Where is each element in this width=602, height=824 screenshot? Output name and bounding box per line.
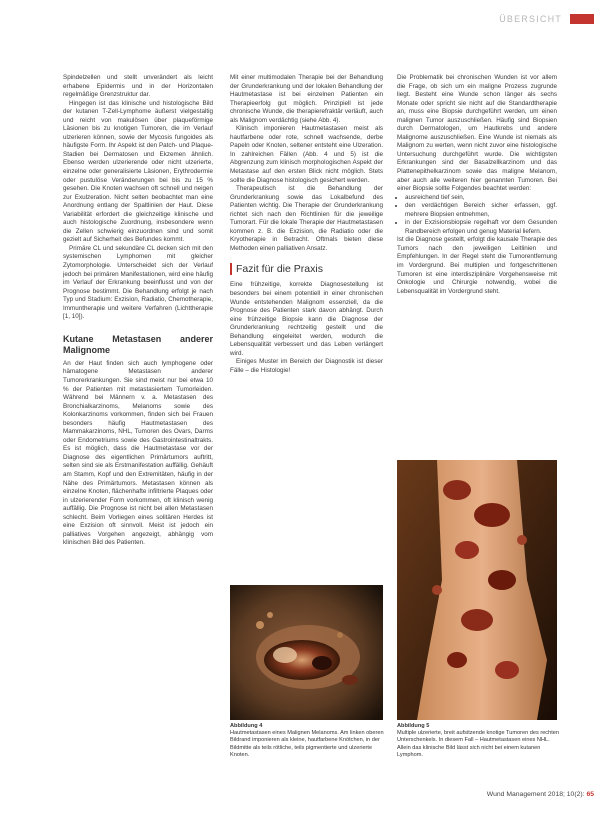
caption-text: Multiple ulzerierte, breit aufsitzende knotige Tumoren des rechten Unterschenkels. In diesem Fall – Hautmetastasen eines NHL. Allein das klinische Bild lässt sich nicht bei einem kutanen Lymphom.	[397, 730, 559, 758]
list-item: • ausreichend tief sein,	[405, 194, 557, 203]
paragraph: Therapeutisch ist die Behandlung der Grunderkrankung sowie das Lokalbefund des Patienten wichtig. Die Therapie der Grunderkrankung richtet sich nach den Richtlinien für die jeweilige Tumorart. Für die lokale Therapie der Hautmetastasen kommen z. B. die Exzision, die Radiatio oder die Kryotherapie in Betracht. Oftmals bieten diese Methoden einen palliativen Ansatz.	[230, 185, 383, 252]
section-color-bar	[570, 14, 594, 24]
journal-citation: Wund Management 2018; 10(2):	[486, 791, 585, 798]
paragraph: Eine frühzeitige, korrekte Diagnosestellung ist besonders bei einem potentiell in einer chronischen Wunde entstehenden Malignom essenziell, da die Prognose des Patienten stark davon abhängt. Durch eine frühzeitige Biopsie kann die Diagnose der Grunderkrankung rechtzeitig gestellt und die Behandlung eingeleitet werden, wodurch die Lebensqualität verbessert und das Leben verlängert wird.	[230, 281, 383, 357]
paragraph: Einiges Muster im Bereich der Diagnostik ist dieser Fälle – die Histologie!	[230, 358, 383, 374]
section-title: ÜBERSICHT	[499, 14, 562, 24]
paragraph: Hingegen ist das klinische und histologische Bild der kutanen T-Zell-Lymphome äußerst vielgestaltig und reicht von makulösen über plaqueförmige Läsionen bis zu knotigen Tumoren, die im Verlauf ulzerieren können, sowie der Mycosis fungoides als häufigste Form. Ihr Aspekt ist den Patch- und Plaque-Stadien bei Dermatosen und Ekzemen ähnlich. Ebenso werden ulzerierende oder nicht ulzerierte, einzelne oder generalisierte Läsionen, Erythrodermie oder pustulöse Veränderungen bei bis zu 15 % gesehen. Die Knoten wachsen oft schnell und neigen zur Exulzeration. Nicht selten beobachtet man eine Anordnung entlang der Spaltlinien der Haut. Diese Variabilität erfordert die gleichzeitige klinische und auch histologische Zuordnung, insbesondere wenn die Zellen schwierig einzuordnen sind und somit gezielt auf Sicherheit des Befundes kommt.	[63, 99, 213, 244]
figure-5-photo	[397, 460, 557, 720]
page-footer	[487, 791, 594, 798]
column-3	[397, 74, 557, 296]
paragraph: An der Haut finden sich auch lymphogene oder hämatogene Metastasen anderer Tumorerkrankungen. Sie sind meist nur bei etwa 10 % der Patienten mit metastasiertem Tumorleiden. Während bei Männern v. a. Metastasen des Bronchialkarzinoms, Melanoms sowie des Kolonkarzinoms vorkommen, finden sich bei Frauen besonders häufig Hautmetastasen des Mammakarzinoms, NHL, Tumoren des Ovars, Darms oder Endometriums sowie des Gastrointestinaltrakts. Es ist möglich, dass die Hautmetastase vor der Diagnose des eigentlichen Primärtumors auftritt, selten sind sie als Erstmanifestation auffällig. Gehäuft am Stamm, Kopf und den Extremitäten, häufig in der Nähe des Primärtumors. Metastasen können als einzelne Knoten, flächenhafte infiltrierte Plaques oder in ulzerierender Form vorkommen, oft klinisch wenig auffällig. Die Prognose ist nicht bei allen Metastasen schlecht. Beim Vorliegen eines solitären Herdes ist eine Exzision oft sinnvoll. Meist ist jedoch ein palliatives Vorgehen angezeigt, abhängig vom klinischen Bild des Patienten.	[63, 359, 213, 547]
paragraph: Die Problematik bei chronischen Wunden ist vor allem die Frage, ob sich um ein maligne Prozess zugrunde liegt. Besteht eine Wunde schon länger als sechs Monate oder spricht sie nicht auf die Standardtherapie an, muss eine Biopsie durchgeführt werden, um einen malignen Tumor auszuschließen. Häufig sind Biopsien durch Dermatologen, um Hautkrebs und andere Malignome auszuschließen. Eine Wunde ist niemals als Malignom zu werten, wenn nicht zuvor eine histologische Untersuchung durchgeführt wurde. Die wichtigsten Erkrankungen sind der Basalzellkarzinom und das Plattenepithelkarzinom sowie das maligne Melanom, aber auch alle weiteren hier genannten Tumoren. Bei einer Biopsie sollte Folgendes beachtet werden:	[397, 74, 557, 193]
page-number: 65	[586, 791, 594, 798]
list-item: • den verdächtigen Bereich sicher erfassen, ggf. mehrere Biopsien entnehmen,	[405, 202, 557, 219]
figure-label: Abbildung 5	[397, 723, 430, 729]
paragraph: Klinisch imponieren Hautmetastasen meist als hautfarbene oder rote, schnell wachsende, derbe Papeln oder Knoten, seltener entsteht eine Ulzeration. In zahlreichen Fällen (Abb. 4 und 5) ist die Abgrenzung zum klinisch morphologischen Aspekt der Metastase auf den ersten Blick nicht möglich. Stets sollte die Diagnose histologisch gesichert werden.	[230, 125, 383, 184]
paragraph: Ist die Diagnose gestellt, erfolgt die kausale Therapie des Tumors nach den jeweiligen Leitlinien und Empfehlungen. In der Regel steht die Tumorentfernung im Vordergrund. Bei multiplen und fortgeschrittenen Tumoren ist eine interdisziplinäre Vorgehensweise mit Onkologie und Chirurgie notwendig, wobei die Lebensqualität im Vordergrund steht.	[397, 236, 557, 295]
column-2	[230, 74, 383, 376]
figure-5-caption	[397, 723, 559, 759]
figure-4-photo	[230, 585, 383, 720]
page-header	[499, 12, 594, 26]
paragraph: Spindelzellen und stellt unverändert als leicht erhabene Epidermis und in der Horizontalen regelmäßige Grenzstruktur dar.	[63, 74, 213, 99]
paragraph: Mit einer multimodalen Therapie bei der Behandlung der Grunderkrankung und der lokalen Behandlung der Hautmetastase ist bei einzelnen Patienten ein Therapieerfolg gut möglich. Prinzipiell ist jede chronische Wunde, die therapierefraktär verläuft, auch als Malignom verdächtig (siehe Abb. 4).	[230, 74, 383, 124]
figure-4-caption	[230, 723, 385, 759]
caption-text: Hautmetastasen eines Malignen Melanoms. Am linken oberen Bildrand imponieren als kleine, hautfarbene Knötchen, in der Bildmitte als teils rötliche, teils pigmentierte und ulzerierte Knoten.	[230, 730, 384, 758]
bullet-list	[397, 194, 557, 237]
list-item: • in der Exzisionsbiopsie regelhaft vor dem Gesunden Randbereich erfolgen und genug Material liefern.	[405, 219, 557, 236]
section-heading: Fazit für die Praxis	[230, 263, 383, 275]
section-heading: Kutane Metastasen anderer Malignome	[63, 333, 213, 355]
column-1	[63, 74, 213, 548]
figure-label: Abbildung 4	[230, 723, 263, 729]
paragraph: Primäre CL und sekundäre CL decken sich mit den systemischen Lymphomen mit gleicher Zytomorphologie. Unterscheidet sich der Verlauf jedoch bei primären Manifestationen, wird eine häufig im Verlauf der Erkrankung beeinflusst und von der Prognose bestimmt. Die Behandlung erfolgt je nach Typ und Stadium: Exzision, Radiatio, Chemotherapie, Immuntherapie und weitere Verfahren (Lichttherapie [1, 10]).	[63, 244, 213, 321]
